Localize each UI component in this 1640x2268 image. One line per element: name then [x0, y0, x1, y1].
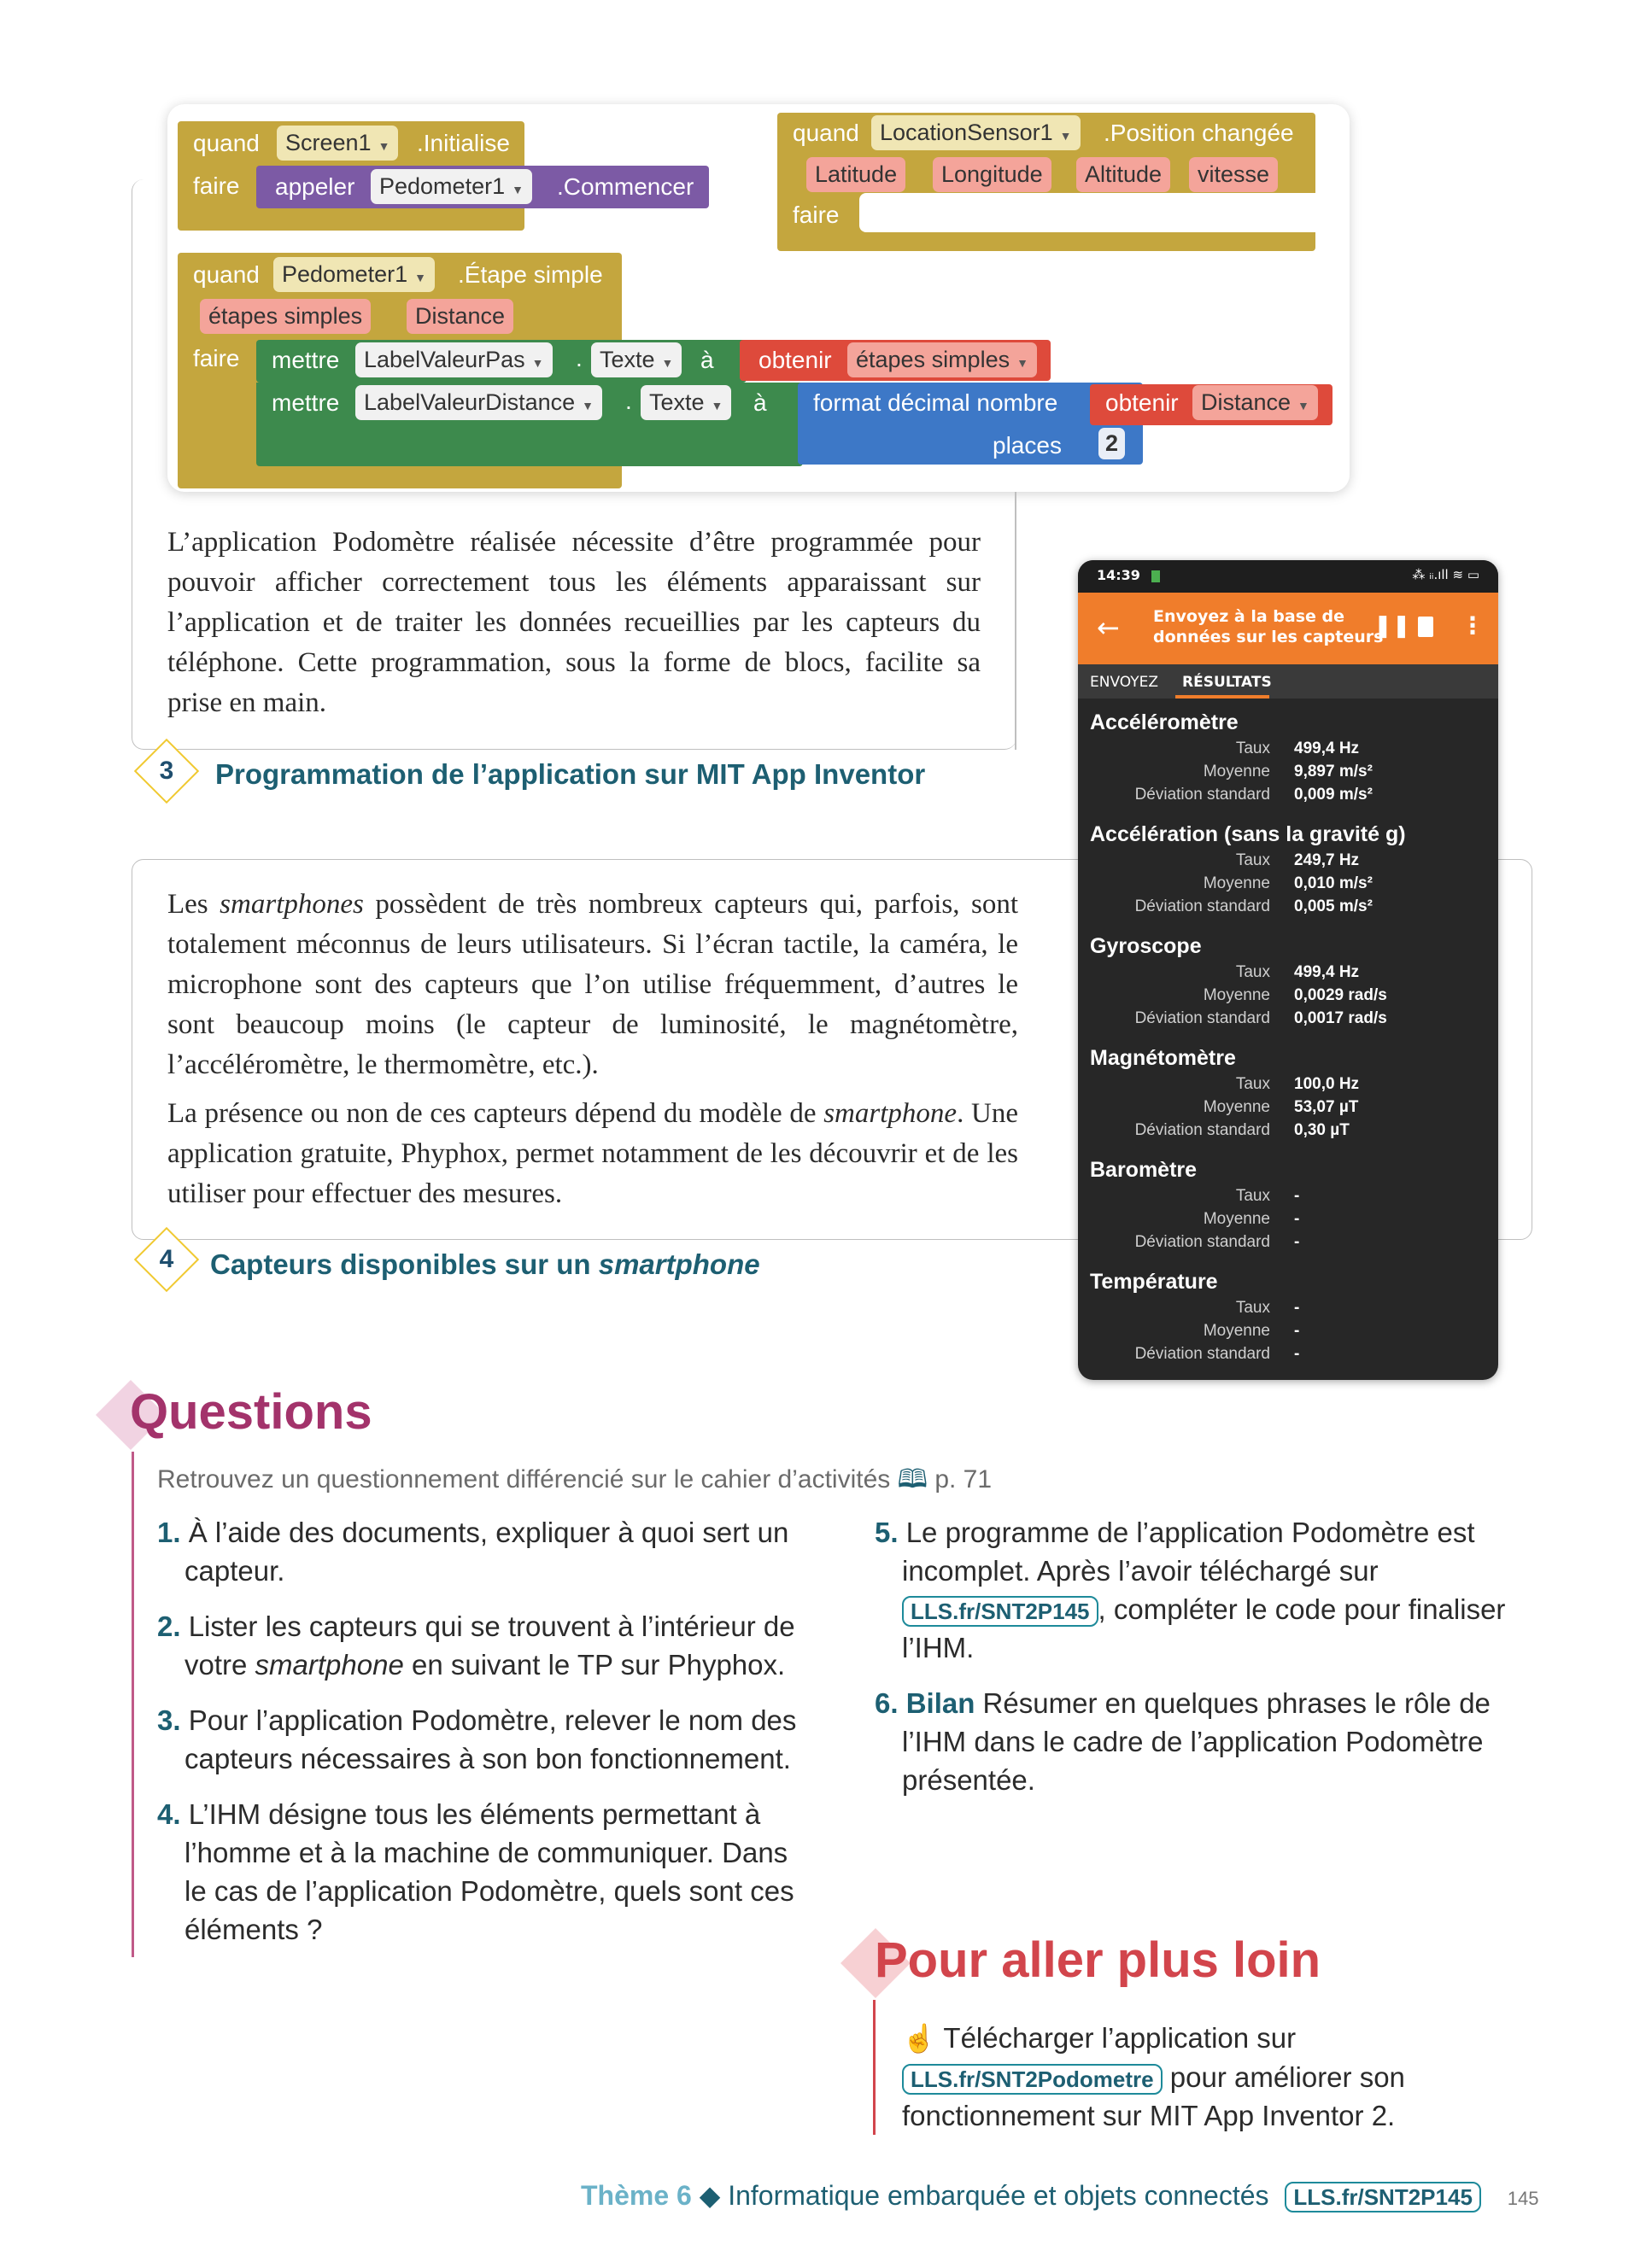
- sensor-row-value: -: [1294, 1345, 1300, 1363]
- questions-rule: [132, 1452, 134, 1957]
- sensor-row-label: Déviation standard: [1134, 1345, 1270, 1363]
- texte-text: Texte: [649, 389, 705, 415]
- trash-icon[interactable]: [1418, 617, 1433, 637]
- sensor-row-value: 0,010 m/s²: [1294, 874, 1373, 892]
- sensor-row-label: Moyenne: [1203, 874, 1270, 892]
- question-1: [157, 1513, 815, 1590]
- sensor-section-title: Baromètre: [1090, 1158, 1198, 1182]
- further-rule: [873, 2000, 876, 2135]
- question-5: [875, 1513, 1532, 1667]
- back-arrow-icon[interactable]: ←: [1097, 611, 1120, 644]
- question-5-text-a: Le programme de l’application Podomètre est incomplet. Après l’avoir téléchargé sur: [902, 1517, 1475, 1587]
- location-sensor-text: LocationSensor1: [880, 120, 1053, 145]
- obtenir-label: obtenir: [758, 347, 832, 373]
- question-6: [875, 1684, 1532, 1799]
- app-title: [1153, 606, 1383, 647]
- sensor-row-label: Moyenne: [1203, 1098, 1270, 1116]
- sensor-row-value: 249,7 Hz: [1294, 851, 1360, 869]
- footer-diamond-icon: ◆: [699, 2180, 721, 2211]
- question-4-text: L’IHM désigne tous les éléments permettant à l’homme et à la machine de communiquer. Dans le cas de l’application Podomètre, quels sont ces éléments ?: [184, 1798, 794, 1945]
- sensor-section-title: Gyroscope: [1090, 934, 1202, 958]
- sensor-row-label: Déviation standard: [1134, 1121, 1270, 1139]
- get-distance-chip[interactable]: [1192, 385, 1318, 420]
- tap-icon: ☝: [902, 2023, 936, 2054]
- questions-title: Questions: [130, 1384, 372, 1440]
- app-title-line-1: Envoyez à la base de: [1153, 607, 1344, 626]
- mettre-label: mettre: [272, 389, 340, 416]
- tab-bar: [1078, 664, 1498, 699]
- status-time: 14:39: [1097, 567, 1140, 583]
- question-2-text-a: Lister les capteurs qui se trouvent à l’intérieur de votre: [184, 1610, 795, 1681]
- sensor-row-value: 499,4 Hz: [1294, 963, 1360, 981]
- status-icons: ⁂ ᵢᵢ.ıll ≋ ▭: [1412, 567, 1479, 582]
- tab-envoyez[interactable]: ENVOYEZ: [1090, 674, 1159, 691]
- appeler-label: appeler: [275, 173, 355, 200]
- dropdown-icon: ▼: [711, 399, 723, 412]
- sensor-row-value: 0,0029 rad/s: [1294, 986, 1387, 1004]
- doc3-text: L’application Podomètre réalisée nécessite d’être programmée pour pouvoir afficher correctement tous les éléments apparaissant sur l’application et de traiter les données recueillies par les capteurs du téléphone. Cette programmation, sous la forme de blocs, facilite sa prise en main.: [167, 527, 981, 718]
- doc4-paragraph-1: [167, 885, 1018, 1085]
- further-title: Pour aller plus loin: [875, 1932, 1321, 1988]
- a-label: à: [700, 347, 714, 373]
- sensor-row-label: Déviation standard: [1134, 786, 1270, 804]
- tab-resultats[interactable]: RÉSULTATS: [1182, 674, 1272, 691]
- sensor-section-title: Magnétomètre: [1090, 1046, 1236, 1070]
- sensor-row-label: Taux: [1235, 1187, 1270, 1205]
- question-3: [157, 1701, 823, 1778]
- sensor-row-label: Taux: [1235, 1075, 1270, 1093]
- dropdown-icon: ▼: [414, 271, 426, 284]
- sensor-row-label: Taux: [1235, 963, 1270, 981]
- footer-title: Informatique embarquée et objets connectés: [728, 2180, 1269, 2211]
- param-distance[interactable]: Distance: [407, 299, 513, 334]
- doc4-number: 4: [159, 1245, 174, 1273]
- question-6-text: Résumer en quelques phrases le rôle de l’IHM dans le cadre de l’application Podomètre présentée.: [902, 1687, 1491, 1796]
- further-text: [902, 2019, 1466, 2135]
- footer: [581, 2179, 1539, 2212]
- sensor-section-title: Température: [1090, 1270, 1218, 1294]
- sensor-section-title: Accéléromètre: [1090, 710, 1239, 734]
- doc3-number: 3: [159, 757, 174, 785]
- screen1-chip[interactable]: [277, 126, 398, 161]
- dot-label: .: [625, 388, 632, 414]
- param-longitude[interactable]: Longitude: [933, 157, 1051, 192]
- doc4-paragraph-2: [167, 1094, 1018, 1214]
- format-decimal-label: format décimal nombre: [813, 389, 1058, 416]
- doc4-caption-em: smartphone: [598, 1248, 760, 1280]
- sensor-row-value: -: [1294, 1299, 1300, 1317]
- dropdown-icon: ▼: [1297, 399, 1309, 412]
- position-changee-label: .Position changée: [1104, 120, 1294, 146]
- dot-label: .: [576, 345, 583, 371]
- sensor-row-value: 0,005 m/s²: [1294, 897, 1373, 915]
- book-icon: 🕮: [897, 1465, 928, 1493]
- mettre-label: mettre: [272, 347, 340, 373]
- quand-label: quand: [193, 130, 260, 156]
- sensor-row-value: 0,0017 rad/s: [1294, 1009, 1387, 1027]
- battery-dot-icon: [1151, 570, 1160, 582]
- question-2: [157, 1607, 823, 1684]
- doc4-p2-a: La présence ou non de ces capteurs dépend du modèle de: [167, 1098, 824, 1129]
- dropdown-icon: ▼: [378, 139, 390, 153]
- doc4-p1-b: possèdent de très nombreux capteurs qui, parfois, sont totalement méconnus de leurs utilisateurs. Si l’écran tactile, la caméra, le microphone sont des capteurs que l’on utilise fréquemment, d’autres le sont beaucoup moins (le capteur de luminosité, le magnétomètre, l’accéléromètre, le thermomètre, etc.).: [167, 889, 1018, 1080]
- label-pas-text: LabelValeurPas: [364, 347, 525, 372]
- places-label: places: [993, 432, 1062, 459]
- sensor-row-label: Déviation standard: [1134, 897, 1270, 915]
- faire-label: faire: [193, 345, 240, 371]
- question-5-text-b: , compléter le code pour finaliser l’IHM.: [902, 1593, 1506, 1663]
- question-4: [157, 1795, 806, 1949]
- question-4-number: 4.: [157, 1798, 181, 1830]
- etape-simple-label: .Étape simple: [458, 261, 603, 288]
- questions-subtitle-text: Retrouvez un questionnement différencié sur le cahier d’activités: [157, 1465, 891, 1493]
- footer-theme: Thème 6: [581, 2180, 692, 2211]
- dropdown-icon: ▼: [512, 183, 524, 196]
- sensor-row-value: 100,0 Hz: [1294, 1075, 1360, 1093]
- dropdown-icon: ▼: [1016, 356, 1028, 370]
- param-vitesse[interactable]: vitesse: [1189, 157, 1278, 192]
- sensor-row-value: -: [1294, 1187, 1300, 1205]
- sensor-row-value: 9,897 m/s²: [1294, 763, 1373, 780]
- faire-label: faire: [793, 202, 840, 228]
- faire-label: faire: [193, 172, 240, 199]
- commencer-label: .Commencer: [557, 173, 694, 200]
- sensor-row-label: Déviation standard: [1134, 1009, 1270, 1027]
- pause-icon[interactable]: ❚❚: [1374, 613, 1411, 639]
- doc4-caption: [210, 1248, 760, 1281]
- sensor-row-value: 53,07 µT: [1294, 1098, 1359, 1116]
- sensor-row-label: Moyenne: [1203, 763, 1270, 780]
- question-2-text-b: en suivant le TP sur Phyphox.: [403, 1649, 786, 1681]
- sensor-row-value: 0,30 µT: [1294, 1121, 1350, 1139]
- obtenir-label: obtenir: [1105, 389, 1179, 416]
- sensor-row-value: 0,009 m/s²: [1294, 786, 1373, 804]
- phyphox-screenshot: [1078, 560, 1498, 1380]
- question-1-number: 1.: [157, 1517, 181, 1548]
- status-bar: [1078, 560, 1498, 593]
- sensor-row-value: 499,4 Hz: [1294, 739, 1360, 757]
- question-2-number: 2.: [157, 1610, 181, 1642]
- a-label: à: [753, 389, 767, 416]
- question-3-number: 3.: [157, 1704, 181, 1736]
- dropdown-icon: ▼: [661, 356, 674, 370]
- dropdown-icon: ▼: [1059, 129, 1072, 143]
- questions-subtitle-page: p. 71: [934, 1465, 993, 1493]
- doc3-caption: Programmation de l’application sur MIT App Inventor: [215, 758, 926, 790]
- more-vert-icon[interactable]: ⋮: [1461, 611, 1485, 640]
- question-2-em: smartphone: [255, 1649, 404, 1681]
- quand-label: quand: [193, 261, 260, 288]
- places-value[interactable]: 2: [1098, 428, 1125, 459]
- question-6-number: 6.: [875, 1687, 899, 1719]
- sensor-row-label: Moyenne: [1203, 986, 1270, 1004]
- further-text-b: pour améliorer son fonctionnement sur MIT App Inventor 2.: [902, 2061, 1405, 2131]
- param-altitude[interactable]: Altitude: [1076, 157, 1170, 192]
- location-sensor-chip[interactable]: [871, 115, 1081, 150]
- param-etapes-simples[interactable]: étapes simples: [200, 299, 371, 334]
- dropdown-icon: ▼: [531, 356, 544, 370]
- question-6-bilan: Bilan: [905, 1687, 975, 1719]
- sensor-row-label: Taux: [1235, 739, 1270, 757]
- q5-link[interactable]: LLS.fr/SNT2P145: [902, 1596, 1098, 1627]
- doc4-p1-a: Les: [167, 889, 220, 920]
- sensor-row-value: -: [1294, 1210, 1300, 1228]
- sensor-row-label: Moyenne: [1203, 1210, 1270, 1228]
- doc4-caption-a: Capteurs disponibles sur un: [210, 1248, 599, 1280]
- doc4-p2-b: . Une application gratuite, Phyphox, permet notamment de les découvrir et de les utiliser pour effectuer des mesures.: [167, 1098, 1018, 1209]
- sensor-section-title: Accélération (sans la gravité g): [1090, 822, 1406, 846]
- get-steps-text: étapes simples: [856, 347, 1010, 372]
- param-latitude[interactable]: Latitude: [806, 157, 905, 192]
- doc4-p1-em: smartphones: [220, 889, 364, 920]
- sensor-row-label: Taux: [1235, 1299, 1270, 1317]
- app-title-line-2: données sur les capteurs: [1153, 628, 1384, 646]
- sensor-row-value: -: [1294, 1322, 1300, 1340]
- question-1-text: À l’aide des documents, expliquer à quoi sert un capteur.: [184, 1517, 789, 1587]
- further-text-a: Télécharger l’application sur: [943, 2022, 1297, 2054]
- doc4-text: [167, 885, 1018, 1214]
- initialise-label: .Initialise: [417, 130, 510, 156]
- tab-indicator: [1175, 695, 1269, 699]
- label-distance-text: LabelValeurDistance: [364, 389, 576, 415]
- pedometer1-text: Pedometer1: [282, 261, 408, 287]
- texte-text: Texte: [600, 347, 655, 372]
- questions-subtitle: [157, 1460, 992, 1504]
- screen1-text: Screen1: [285, 130, 372, 155]
- quand-label: quand: [793, 120, 859, 146]
- app-bar: [1078, 593, 1498, 664]
- sensor-row-label: Déviation standard: [1134, 1233, 1270, 1251]
- pedometer1-text: Pedometer1: [379, 173, 506, 199]
- sensor-row-label: Taux: [1235, 851, 1270, 869]
- sensor-row-value: -: [1294, 1233, 1300, 1251]
- dropdown-icon: ▼: [582, 399, 594, 412]
- question-3-text: Pour l’application Podomètre, relever le nom des capteurs nécessaires à son bon fonctionnement.: [184, 1704, 797, 1774]
- doc4-p2-em: smartphone: [823, 1098, 958, 1129]
- doc3-frame-right: [1015, 492, 1016, 750]
- footer-link[interactable]: LLS.fr/SNT2P145: [1285, 2182, 1481, 2212]
- get-distance-text: Distance: [1201, 389, 1292, 415]
- question-5-number: 5.: [875, 1517, 899, 1548]
- sensor-row-label: Moyenne: [1203, 1322, 1270, 1340]
- further-link[interactable]: LLS.fr/SNT2Podometre: [902, 2064, 1163, 2095]
- page-number: 145: [1507, 2188, 1539, 2209]
